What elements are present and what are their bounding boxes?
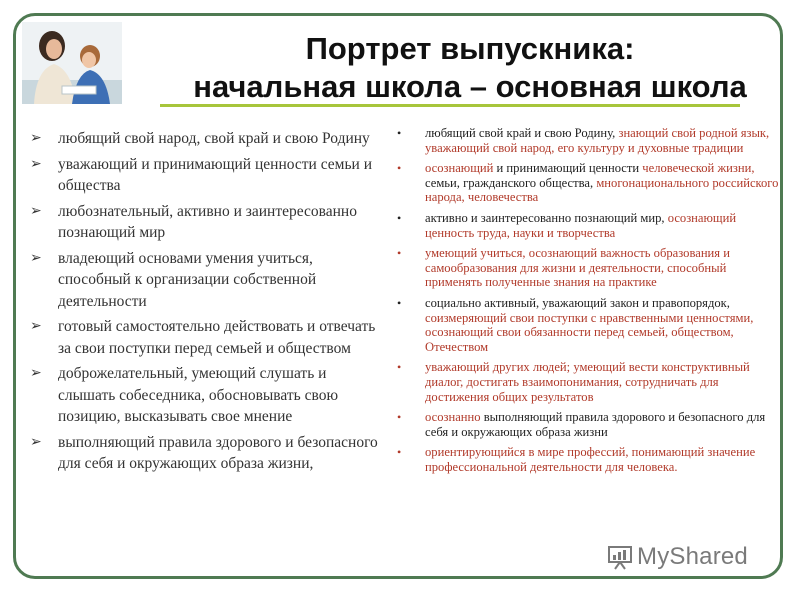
- arrow-bullet-icon: ➢: [30, 156, 42, 172]
- bullet-icon: •: [397, 210, 402, 225]
- list-item: [395, 360, 780, 404]
- highlighted-text: многонационального российского народа, человечества: [425, 175, 779, 205]
- arrow-bullet-icon: ➢: [30, 366, 42, 381]
- list-item-text: выполняющий правила здорового и безопасного для себя и окружающих образа жизни: [425, 410, 766, 439]
- list-item: [395, 296, 780, 354]
- list-item-text: любящий свой край и свою Родину,: [425, 126, 619, 140]
- primary-school-list: [28, 128, 380, 479]
- list-item: [28, 363, 380, 428]
- arrow-bullet-icon: ➢: [30, 131, 42, 146]
- list-item: [28, 316, 380, 359]
- list-item-text: семьи, гражданского общества,: [425, 175, 597, 190]
- list-item-text: выполняющий правила здорового и безопасного для себя и окружающих образа жизни,: [58, 433, 378, 472]
- list-item-text: социально активный, уважающий закон и правопорядок,: [425, 295, 730, 310]
- list-item: [28, 201, 380, 244]
- list-item: [395, 445, 780, 474]
- arrow-bullet-icon: ➢: [30, 203, 42, 219]
- bullet-icon: •: [397, 246, 402, 261]
- highlighted-text: осознанно: [425, 410, 481, 425]
- list-item-text: готовый самостоятельно действовать и отвечать за свои поступки перед семьей и обществом: [58, 318, 376, 357]
- list-item: [395, 161, 780, 205]
- title-underline: [160, 104, 740, 107]
- arrow-bullet-icon: ➢: [30, 434, 42, 450]
- highlighted-text: уважающий других людей; умеющий вести конструктивный диалог, достигать взаимопонимания, сотрудничать для достижения общих результатов: [425, 360, 750, 404]
- list-item-text: и принимающий ценности: [493, 161, 643, 176]
- list-item-text: доброжелательный, умеющий слушать и слышать собеседника, обосновывать свою позицию, высказывать свое мнение: [58, 365, 339, 425]
- highlighted-text: осознающий: [425, 161, 494, 176]
- list-item-text: любознательный, активно и заинтересованно познающий мир: [58, 202, 357, 241]
- list-item-text: любящий свой народ, свой край и свою Родину: [58, 130, 370, 147]
- teacher-student-image: [22, 22, 122, 104]
- list-item: [395, 126, 780, 155]
- list-item: [28, 432, 380, 475]
- watermark-text: MyShared: [637, 543, 748, 570]
- highlighted-text: человеческой жизни,: [642, 161, 755, 176]
- list-item-text: активно и заинтересованно познающий мир,: [425, 210, 668, 225]
- myshared-watermark: [607, 540, 748, 574]
- bullet-icon: •: [397, 410, 402, 425]
- slide-title: [170, 30, 770, 106]
- highlighted-text: соизмеряющий свои поступки с нравственными ценностями, осознающий свои обязанности перед семьей, обществом, Отечеством: [425, 310, 754, 354]
- presentation-board-icon: [607, 544, 633, 570]
- highlighted-text: знающий свой родной язык, уважающий свой народ, его культуру и духовные традиции: [425, 126, 770, 155]
- basic-school-list: [395, 126, 780, 480]
- bullet-icon: •: [397, 126, 402, 140]
- arrow-bullet-icon: ➢: [30, 319, 42, 334]
- list-item: [395, 410, 780, 439]
- list-item: [395, 246, 780, 290]
- bullet-icon: •: [397, 295, 402, 310]
- list-item: [28, 154, 380, 197]
- title-line-1: Портрет выпускника:: [305, 31, 635, 66]
- bullet-icon: •: [397, 360, 402, 375]
- list-item: [28, 248, 380, 313]
- highlighted-text: ориентирующийся в мире профессий, понимающий значение профессиональной деятельности для человека.: [425, 445, 756, 474]
- list-item-text: владеющий основами умения учиться, способный к организации собственной деятельности: [58, 249, 317, 310]
- highlighted-text: умеющий учиться, осознающий важность образования и самообразования для жизни и деятельности, способный применять полученные знания на практике: [425, 246, 730, 290]
- list-item: [395, 211, 780, 240]
- bullet-icon: •: [397, 161, 402, 176]
- list-item: [28, 128, 380, 150]
- list-item-text: уважающий и принимающий ценности семьи и общества: [58, 155, 372, 194]
- bullet-icon: •: [397, 445, 402, 460]
- arrow-bullet-icon: ➢: [30, 250, 42, 266]
- highlighted-text: осознающий ценность труда, науки и творчества: [425, 210, 737, 240]
- title-line-2: начальная школа – основная школа: [193, 69, 747, 104]
- teacher-student-photo: [22, 22, 122, 104]
